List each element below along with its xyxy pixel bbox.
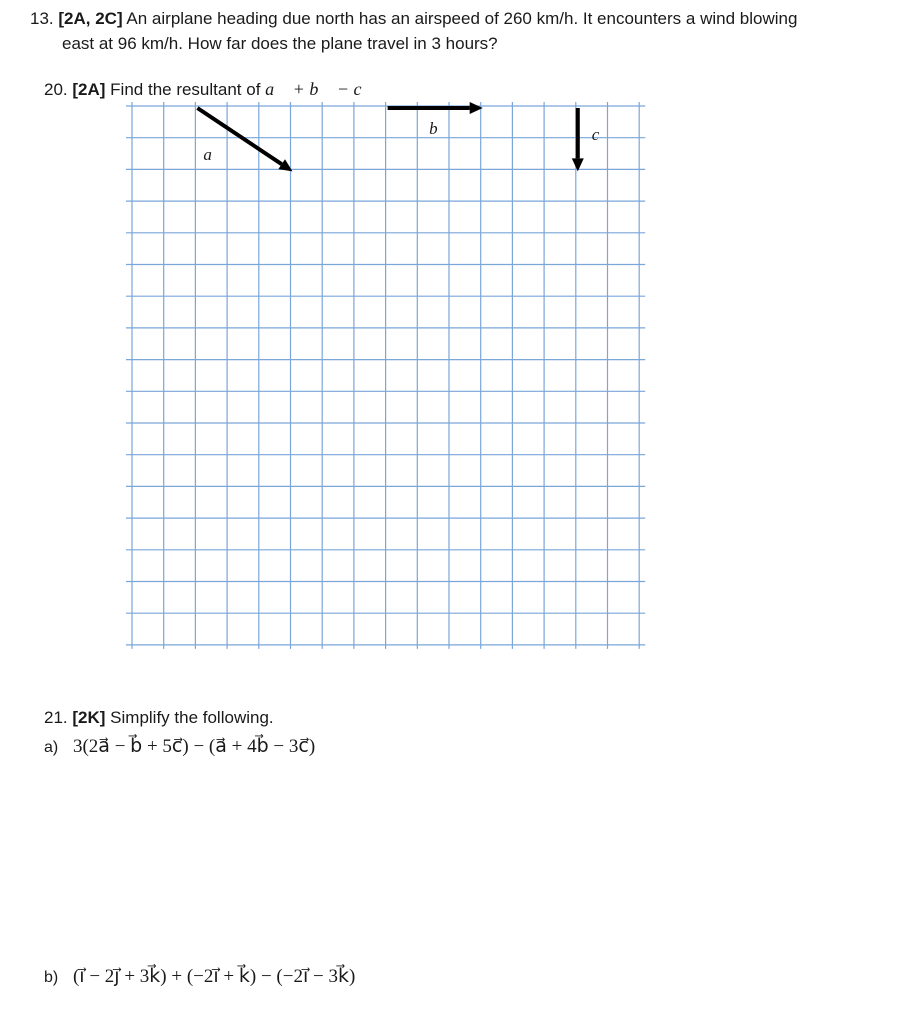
question-21-text: Simplify the following. bbox=[110, 708, 274, 727]
question-21-part-a bbox=[44, 736, 315, 759]
question-21-number: 21. bbox=[44, 708, 68, 727]
vectors bbox=[197, 102, 612, 171]
question-20-number: 20. bbox=[44, 80, 68, 99]
question-13-text-line-1: An airplane heading due north has an airspeed of 260 km/h. It encounters a wind blowing bbox=[126, 9, 798, 28]
question-13-tag: [2A, 2C] bbox=[58, 9, 123, 28]
vector-grid bbox=[126, 102, 666, 678]
question-20-tag: [2A] bbox=[72, 80, 106, 99]
part-b-expression: (i⃗ − 2j⃗ + 3k⃗) + (−2i⃗ + k⃗) − (−2i⃗ − 3k⃗) bbox=[72, 966, 356, 987]
vector-label: a⃗ bbox=[203, 145, 226, 164]
vector-label: c⃗ bbox=[591, 125, 613, 144]
question-13-line-2 bbox=[62, 33, 498, 55]
part-a-label: a) bbox=[44, 739, 59, 756]
question-20-expression: a⃗ + b⃗ − c⃗ bbox=[265, 79, 376, 99]
question-13-text-line-2: east at 96 km/h. How far does the plane travel in 3 hours? bbox=[62, 34, 498, 53]
grid-lines bbox=[126, 102, 645, 649]
question-20-text: Find the resultant of bbox=[110, 80, 261, 99]
question-21-tag: [2K] bbox=[72, 708, 106, 727]
question-13-number: 13. bbox=[30, 9, 54, 28]
question-13-line-1 bbox=[30, 8, 797, 30]
question-21-heading bbox=[44, 707, 274, 729]
part-a-expression: 3(2a⃗ − b⃗ + 5c⃗) − (a⃗ + 4b⃗ − 3c⃗) bbox=[72, 736, 316, 757]
vector-label: b⃗ bbox=[429, 119, 451, 138]
question-20-heading bbox=[44, 78, 375, 101]
question-21-part-b bbox=[44, 966, 355, 989]
part-b-label: b) bbox=[44, 969, 59, 986]
